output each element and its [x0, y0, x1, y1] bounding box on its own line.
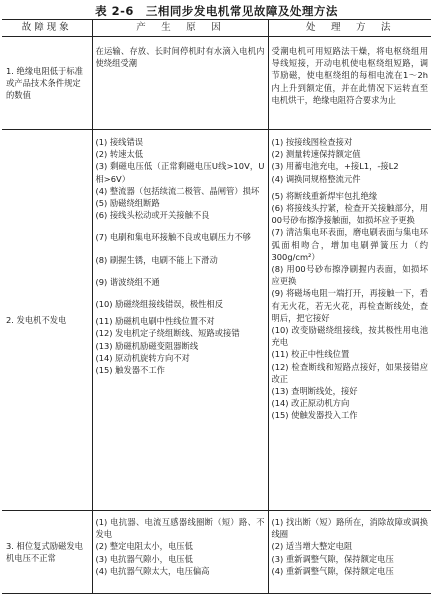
- remedy-cell: [268, 130, 431, 511]
- header-remedy: 处 理 方 法: [268, 20, 431, 37]
- remedy-cell: [268, 37, 431, 130]
- cause-item: (15) 触发器不工作: [95, 365, 165, 376]
- cause-cell: [92, 511, 268, 594]
- cause-item: (1) 接线错误: [95, 137, 144, 147]
- cause-item: (6) 接线头松动或开关接触不良: [95, 210, 210, 221]
- remedy-item: (4) 重新调整气隙，保持额定电压: [271, 565, 394, 576]
- cause-item: (9) 谐波绕组不通: [95, 276, 160, 287]
- remedy-item: (15) 使触发器投入工作: [271, 410, 358, 421]
- cause-item: (2) 转速太低: [95, 149, 144, 160]
- fault-cell: 1. 绝缘电阻低于标准或产品技术条件规定的数值: [2, 37, 92, 130]
- remedy-item: (14) 改正原动机方向: [271, 398, 350, 409]
- remedy-item: (1) 找出断（短）路所在，消除故障或调换线圈: [271, 517, 428, 540]
- remedy-item: (13) 查明断线处，接好: [271, 386, 358, 397]
- remedy-item: (7) 清洁集电环表面，磨电刷表面与集电环弧面相吻合，增加电刷弹簧压力（约300g/cm²）: [271, 227, 428, 262]
- remedy-item: (5) 将断线重新焊牢包扎绝缘: [271, 190, 378, 201]
- table-row: [2, 37, 431, 130]
- cause-item: 在运输、存放、长时间停机时有水滴入电机内使绕组受潮: [95, 46, 265, 69]
- cause-item: (8) 刷握生锈，电刷不能上下滑动: [95, 254, 218, 265]
- remedy-item: (2) 测量转速保持额定值: [271, 149, 361, 160]
- cause-item: (1) 电抗器、电流互感器线圈断（短）路、不发电: [95, 517, 265, 540]
- cause-item: (10) 励磁绕组接线错误，极性相反: [95, 299, 224, 310]
- remedy-item: (3) 重新调整气隙，保持额定电压: [271, 553, 394, 564]
- header-cause: 产 生 原 因: [92, 20, 268, 37]
- cause-item: (2) 整定电阻太小，电压低: [95, 541, 193, 552]
- cause-item: (3) 剩磁电压低（正常剩磁电压U线>10V，U相>6V）: [95, 161, 265, 184]
- fault-table: [2, 19, 431, 594]
- cause-cell: [92, 37, 268, 130]
- cause-cell: [92, 130, 268, 511]
- cause-item: (13) 励磁机励磁变阻器断线: [95, 340, 199, 351]
- remedy-item: (1) 按接线图检查接对: [271, 137, 353, 147]
- cause-item: (11) 励磁机电刷中性线位置不对: [95, 316, 215, 327]
- header-fault: 故障现象: [2, 20, 92, 37]
- fault-cell: 3. 相位复式励磁发电机电压不正常: [2, 511, 92, 594]
- cause-item: (4) 整流器（包括续流二极管、晶闸管）损坏: [95, 185, 260, 196]
- remedy-cell: [268, 511, 431, 594]
- header-row: [2, 20, 431, 37]
- remedy-item: (8) 用00号砂布擦净刷握内表面，如损坏应更换: [271, 264, 428, 287]
- cause-item: (4) 电抗器气隙太大，电压偏高: [95, 565, 210, 576]
- remedy-item: (2) 适当增大整定电阻: [271, 541, 353, 552]
- cause-item: (12) 发电机定子绕组断线、短路或接错: [95, 328, 240, 339]
- fault-cell: 2. 发电机不发电: [2, 130, 92, 511]
- cause-item: (5) 励磁绕组断路: [95, 198, 160, 209]
- remedy-item: (12) 检查断线和短路点接好，如果接错应改正: [271, 361, 428, 384]
- remedy-item: (3) 用蓄电池充电，+接L1，-接L2: [271, 161, 399, 172]
- remedy-item: (10) 改变励磁绕组接线，按其极性用电池充电: [271, 325, 428, 348]
- cause-item: (3) 电抗器气隙小，电压低: [95, 553, 193, 564]
- remedy-item: (4) 调换同规格整流元件: [271, 173, 361, 184]
- cause-item: (7) 电刷和集电环接触不良或电刷压力不够: [95, 232, 251, 243]
- table-row: [2, 511, 431, 594]
- table-row: [2, 130, 431, 511]
- remedy-item: 受潮电机可用短路法干燥，将电枢绕组用导线短接，开动电机使电枢绕组短路，调节励磁，使电枢绕组的每相电流在1～2h内上升到额定值，并在此情况下运转直至电机烘干，绝缘电阻符合要求为止: [271, 46, 428, 105]
- remedy-item: (11) 校正中性线位置: [271, 349, 350, 360]
- remedy-item: (6) 将接线头拧紧，检查开关接触部分，用00号砂布擦净接触面，如损坏应予更换: [271, 203, 428, 226]
- remedy-item: (9) 将磁场电阻一端打开，再接触一下，看有无火花，若无火花，再检查断线处，查明后，把它接好: [271, 288, 428, 323]
- table-caption: 表 2-6 三相同步发电机常见故障及处理方法: [95, 4, 338, 18]
- cause-item: (14) 原动机旋转方向不对: [95, 352, 190, 363]
